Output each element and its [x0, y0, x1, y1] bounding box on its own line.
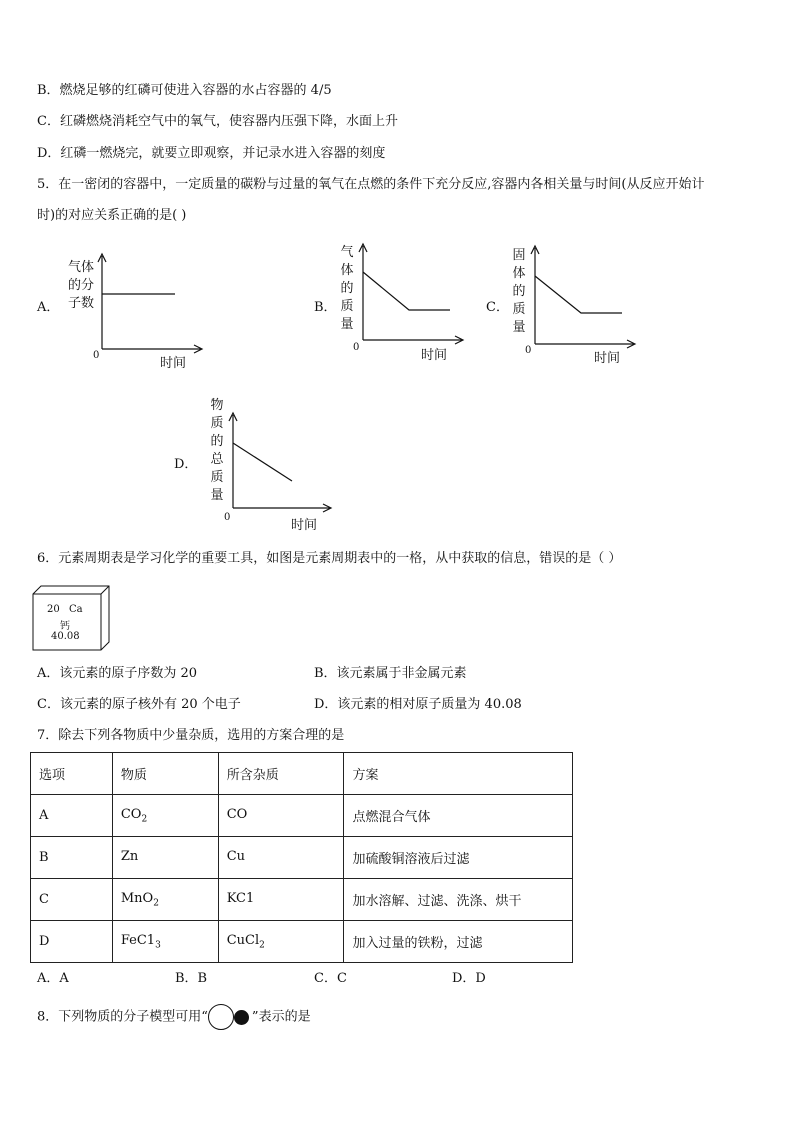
graph-d-ylabel-2: 质	[210, 416, 224, 431]
q6-option-d: D．该元素的相对原子质量为 40.08	[314, 697, 522, 712]
q4-option-c: C．红磷燃烧消耗空气中的氧气，使容器内压强下降，水面上升	[37, 114, 398, 129]
periodic-table-cell	[31, 584, 111, 652]
graph-b-plot	[356, 238, 471, 348]
graph-b-origin: 0	[353, 342, 360, 353]
element-symbol: Ca	[69, 604, 83, 615]
q5-stem-line1: 5．在一密闭的容器中，一定质量的碳粉与过量的氧气在点燃的条件下充分反应,容器内各相关量与时间(从反应开始计	[37, 177, 705, 192]
graph-b-xlabel: 时间	[421, 348, 448, 363]
row-impurity: Cu	[218, 837, 344, 879]
atomic-mass: 40.08	[51, 631, 80, 642]
row-plan: 加水溶解、过滤、洗涤、烘干	[344, 879, 573, 921]
graph-d-option: D．	[174, 457, 198, 472]
row-substance: $FeC1_3$	[112, 921, 218, 963]
table-row	[31, 837, 573, 879]
row-substance: $CO_2$	[112, 795, 218, 837]
table-row	[31, 921, 573, 963]
row-substance: Zn	[112, 837, 218, 879]
graph-d-ylabel-3: 的	[210, 434, 224, 449]
q7-answer-a: A．A	[37, 971, 69, 986]
graph-c-ylabel-2: 体	[512, 266, 526, 281]
q5-stem-line2: 时)的对应关系正确的是( )	[37, 208, 187, 223]
row-option: A	[31, 795, 113, 837]
row-impurity: CO	[218, 795, 344, 837]
row-impurity: CuCl$_2$	[218, 921, 344, 963]
table-row	[31, 795, 573, 837]
white-atom-icon	[208, 1004, 234, 1030]
row-substance: MnO$_2$	[112, 879, 218, 921]
q6-stem: 6．元素周期表是学习化学的重要工具，如图是元素周期表中的一格，从中获取的信息，错误的是（ ）	[37, 551, 622, 566]
q8-stem-after: ”表示的是	[251, 1009, 311, 1025]
row-option: D	[31, 921, 113, 963]
element-name: 钙	[60, 621, 70, 632]
q7-stem: 7．除去下列各物质中少量杂质，选用的方案合理的是	[37, 728, 345, 743]
row-option: C	[31, 879, 113, 921]
graph-b-ylabel-4: 质	[340, 299, 354, 314]
graph-c-curve	[535, 276, 622, 313]
molecule-model-icon	[208, 1004, 252, 1030]
graph-a-ylabel-1: 气体	[68, 260, 95, 275]
graph-b-option: B．	[314, 300, 337, 315]
graph-a-ylabel-3: 子数	[68, 296, 95, 311]
row-impurity: KC1	[218, 879, 344, 921]
graph-c-option: C．	[486, 300, 509, 315]
atomic-number: 20	[47, 604, 60, 615]
graph-a-plot	[95, 250, 210, 360]
graph-c-plot	[528, 240, 643, 350]
graph-d-plot	[226, 407, 341, 517]
graph-d-origin: 0	[224, 512, 231, 523]
header-impurity: 所含杂质	[218, 753, 344, 795]
graph-a-origin: 0	[93, 350, 100, 361]
graph-d-xlabel: 时间	[291, 518, 318, 533]
graph-d-ylabel-1: 物	[210, 398, 224, 413]
graph-b-ylabel-3: 的	[340, 281, 354, 296]
header-substance: 物质	[112, 753, 218, 795]
graph-b-ylabel-2: 体	[340, 263, 354, 278]
q6-option-a: A．该元素的原子序数为 20	[37, 666, 198, 681]
q4-option-b: B．燃烧足够的红磷可使进入容器的水占容器的 4/5	[37, 83, 332, 98]
graph-d-ylabel-5: 质	[210, 470, 224, 485]
graph-a-xlabel: 时间	[160, 356, 187, 371]
black-atom-icon	[234, 1010, 249, 1025]
graph-c-ylabel-3: 的	[512, 284, 526, 299]
q7-table	[30, 752, 573, 963]
q7-answer-b: B．B	[175, 971, 208, 986]
graph-d-ylabel-6: 量	[210, 488, 224, 503]
row-option: B	[31, 837, 113, 879]
q7-answer-c: C．C	[314, 971, 347, 986]
q6-option-c: C．该元素的原子核外有 20 个电子	[37, 697, 241, 712]
graph-c-ylabel-5: 量	[512, 320, 526, 335]
table-header-row	[31, 753, 573, 795]
graph-c-ylabel-1: 固	[512, 248, 526, 263]
graph-c-xlabel: 时间	[594, 351, 621, 366]
graph-b-ylabel-5: 量	[340, 317, 354, 332]
row-plan: 点燃混合气体	[344, 795, 573, 837]
graph-b-ylabel-1: 气	[340, 245, 354, 260]
q8-stem	[37, 1004, 311, 1031]
graph-d-ylabel-4: 总	[210, 452, 224, 467]
row-plan: 加入过量的铁粉，过滤	[344, 921, 573, 963]
graph-a-ylabel-2: 的分	[68, 278, 95, 293]
q7-answer-d: D．D	[452, 971, 486, 986]
graph-a-option: A．	[37, 300, 60, 315]
table-row	[31, 879, 573, 921]
header-option: 选项	[31, 753, 113, 795]
graph-c-ylabel-4: 质	[512, 302, 526, 317]
row-plan: 加硫酸铜溶液后过滤	[344, 837, 573, 879]
q8-stem-before: 8．下列物质的分子模型可用“	[37, 1009, 208, 1025]
graph-d-curve	[233, 443, 292, 481]
graph-c-origin: 0	[525, 345, 532, 356]
q4-option-d: D．红磷一燃烧完，就要立即观察，并记录水进入容器的刻度	[37, 146, 386, 161]
graph-b-curve	[363, 272, 450, 310]
header-plan: 方案	[344, 753, 573, 795]
q6-option-b: B．该元素属于非金属元素	[314, 666, 467, 681]
